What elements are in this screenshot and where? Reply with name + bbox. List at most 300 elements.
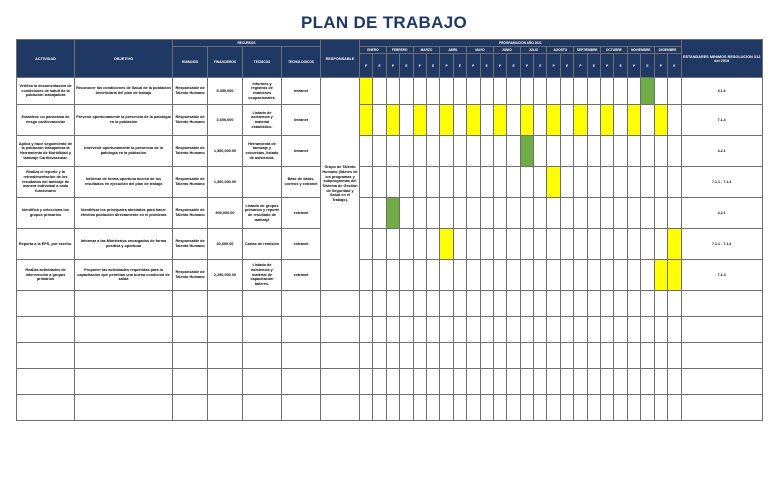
table-row [17,167,763,198]
week-cell [627,136,640,167]
week-cell [534,198,547,229]
week-cell [426,78,439,105]
empty-cell [400,291,413,317]
week-cell [587,167,600,198]
week-cell [601,198,614,229]
empty-cell [386,395,399,421]
empty-cell [173,395,208,421]
empty-cell [681,395,762,421]
tecnicos-cell-text: Listado de grupos primarios y reporte de resultado de tamizaje [244,203,280,222]
table-row [17,260,763,291]
financieros-cell-text: 3.600,000 [216,117,234,122]
empty-cell [173,291,208,317]
tecnologicos-cell [282,136,321,167]
month-header: NOVIEMBRE [627,47,654,54]
week-cell [467,260,480,291]
empty-cell [282,395,321,421]
week-cell [373,167,386,198]
empty-cell [413,395,426,421]
actividad-cell-text: Aplica y hace seguimiento de la población trabajadora la Herramienta de Morbilidad y tamizaje Cardiovascular. [18,141,73,160]
week-header: P [413,54,426,78]
week-cell [668,198,682,229]
empty-cell [654,369,667,395]
week-cell [534,229,547,260]
week-cell [493,198,506,229]
week-cell [413,198,426,229]
week-cell [627,167,640,198]
tecnologicos-cell-text: Base de datos, correos y extranet [284,177,318,186]
empty-cell [520,317,533,343]
financieros-cell [208,260,243,291]
estandares-cell [681,78,762,105]
month-header: JUNIO [493,47,520,54]
empty-cell [614,291,627,317]
empty-cell [654,343,667,369]
financieros-cell [208,167,243,198]
week-header: E [668,54,682,78]
week-cell [360,198,373,229]
week-cell [426,167,439,198]
estandares-cell [681,105,762,136]
estandares-cell-text: 7.1.4 [717,273,726,277]
empty-cell [480,369,493,395]
week-cell [547,229,560,260]
objetivo-cell [75,105,173,136]
week-cell [400,105,413,136]
empty-cell [243,343,282,369]
objetivo-cell [75,167,173,198]
empty-cell [654,291,667,317]
empty-cell [493,369,506,395]
estandares-cell-text: 7.1.4 [717,118,726,122]
week-header: E [480,54,493,78]
empty-cell [426,317,439,343]
actividad-cell-text: Identifica y selecciona los grupos primarios [22,208,69,217]
week-cell [614,260,627,291]
table-row [17,136,763,167]
empty-cell [282,317,321,343]
week-cell [520,198,533,229]
week-cell [480,167,493,198]
actividad-cell [17,198,75,229]
week-cell [493,260,506,291]
empty-cell [453,291,466,317]
work-plan-table [16,39,763,421]
table-row [17,198,763,229]
week-cell [641,167,654,198]
week-header: P [520,54,533,78]
week-header: E [614,54,627,78]
empty-cell [480,291,493,317]
empty-cell [282,369,321,395]
financieros-cell-text: 1,300,000.00 [213,179,237,184]
week-cell [493,229,506,260]
empty-cell [520,291,533,317]
empty-cell [627,317,640,343]
header-estandares: ESTANDARES MINIMOS RESOLUCION 312 del 2019 [681,40,762,78]
week-cell [654,136,667,167]
empty-cell [601,395,614,421]
planned-week-cell [467,105,480,136]
empty-cell [208,369,243,395]
month-header: MAYO [467,47,494,54]
week-cell [641,229,654,260]
tecnicos-cell [243,260,282,291]
week-cell [507,260,520,291]
planned-week-cell [547,167,560,198]
empty-cell [627,291,640,317]
empty-cell [681,317,762,343]
empty-cell [627,369,640,395]
empty-cell [560,291,573,317]
tecnologicos-cell [282,167,321,198]
empty-cell [426,343,439,369]
empty-cell [75,369,173,395]
tecnicos-cell [243,105,282,136]
empty-cell [208,343,243,369]
week-cell [467,78,480,105]
week-cell [654,229,667,260]
empty-cell [400,317,413,343]
financieros-cell-text: 1,300,000.00 [213,148,237,153]
planned-week-cell [360,105,373,136]
empty-cell [654,395,667,421]
empty-cell [75,395,173,421]
humanos-cell-text: Responsable de Talento Humano [175,239,205,248]
empty-cell [321,317,360,343]
empty-cell [601,291,614,317]
empty-row [17,395,763,421]
empty-cell [574,395,587,421]
humanos-cell-text: Responsable de Talento Humano [175,208,205,217]
week-cell [668,167,682,198]
empty-cell [614,395,627,421]
week-cell [520,78,533,105]
week-cell [547,136,560,167]
humanos-cell [173,229,208,260]
week-cell [507,78,520,105]
week-header: E [400,54,413,78]
week-cell [480,105,493,136]
week-cell [467,229,480,260]
actividad-cell [17,105,75,136]
empty-cell [360,369,373,395]
week-cell [453,229,466,260]
week-cell [641,136,654,167]
humanos-cell [173,198,208,229]
actividad-cell-text: Realiza actividades de intervención a grupos primarios [25,267,66,282]
empty-cell [601,369,614,395]
tecnicos-cell [243,229,282,260]
week-cell [426,105,439,136]
empty-cell [480,317,493,343]
empty-cell [360,343,373,369]
empty-cell [453,317,466,343]
objetivo-cell [75,78,173,105]
empty-cell [17,343,75,369]
week-cell [574,229,587,260]
week-cell [547,198,560,229]
week-cell [360,167,373,198]
empty-cell [534,317,547,343]
estandares-cell-text: 7.1.1 - 7.1.4 [712,242,732,246]
empty-cell [373,395,386,421]
week-cell [587,198,600,229]
objetivo-cell-text: Informar de forma oportuna acerca de los resultados en ejecución del plan de trabajo [84,177,163,186]
week-cell [574,136,587,167]
week-cell [360,260,373,291]
week-cell [373,229,386,260]
month-header: FEBRERO [386,47,413,54]
week-cell [386,136,399,167]
empty-cell [386,369,399,395]
empty-cell [641,291,654,317]
empty-cell [587,343,600,369]
tecnologicos-cell-text: extranet [293,210,309,215]
week-cell [507,167,520,198]
week-header: P [386,54,399,78]
empty-cell [373,291,386,317]
planned-week-cell [547,105,560,136]
week-header: P [493,54,506,78]
tecnicos-cell-text: Cartas de remisión [244,241,280,246]
humanos-cell-text: Responsable de Talento Humano [175,177,205,186]
week-cell [534,136,547,167]
empty-cell [560,395,573,421]
estandares-cell-text: 3.1.6 [717,89,726,93]
empty-cell [440,291,453,317]
week-header: E [587,54,600,78]
week-cell [601,167,614,198]
planned-week-cell [654,105,667,136]
week-cell [453,167,466,198]
humanos-cell [173,136,208,167]
week-cell [587,260,600,291]
executed-week-cell [641,78,654,105]
week-cell [373,198,386,229]
actividad-cell-text: Reporta a la EPS, por escrito. [18,241,73,246]
week-cell [480,229,493,260]
tecnologicos-cell-text: extranet [293,272,309,277]
week-cell [560,229,573,260]
empty-cell [547,317,560,343]
week-cell [668,78,682,105]
week-cell [627,260,640,291]
week-header: P [654,54,667,78]
empty-cell [681,343,762,369]
table-row [17,229,763,260]
week-cell [614,198,627,229]
humanos-cell-text: Responsable de Talento Humano [175,146,205,155]
week-cell [587,136,600,167]
week-header: P [574,54,587,78]
tecnologicos-cell [282,198,321,229]
empty-cell [467,395,480,421]
week-cell [480,78,493,105]
empty-cell [507,317,520,343]
week-cell [440,198,453,229]
actividad-cell [17,78,75,105]
week-cell [560,260,573,291]
empty-cell [400,369,413,395]
empty-cell [507,369,520,395]
week-cell [641,105,654,136]
empty-cell [360,291,373,317]
empty-cell [467,343,480,369]
empty-cell [17,395,75,421]
empty-cell [243,395,282,421]
week-cell [587,105,600,136]
week-cell [507,105,520,136]
empty-cell [282,343,321,369]
week-cell [413,167,426,198]
week-cell [574,78,587,105]
empty-cell [668,317,682,343]
responsable-cell-text: Grupo de Talento Humano (lideres de los programas y subprogramas del Sistema de Gestión de Seguridad y Salud en el Trabajo). [322,165,358,203]
actividad-cell [17,229,75,260]
week-cell [560,78,573,105]
planned-week-cell [668,229,682,260]
empty-cell [75,317,173,343]
week-cell [520,260,533,291]
page-title: PLAN DE TRABAJO [300,13,467,32]
planned-week-cell [493,105,506,136]
objetivo-cell [75,260,173,291]
empty-cell [453,395,466,421]
empty-cell [373,317,386,343]
planned-week-cell [654,260,667,291]
week-cell [480,136,493,167]
tecnologicos-cell [282,105,321,136]
week-cell [386,167,399,198]
empty-cell [534,395,547,421]
actividad-cell [17,136,75,167]
empty-cell [17,291,75,317]
empty-cell [560,343,573,369]
empty-cell [681,369,762,395]
week-cell [547,78,560,105]
empty-cell [574,369,587,395]
actividad-cell-text: Realiza el reporte y la retroalimentación de los resultados del tamizaje de manera individual a cada funcionario [21,170,70,194]
planned-week-cell [440,229,453,260]
header-financieros: FINANCIEROS [208,47,243,78]
week-cell [507,229,520,260]
empty-cell [587,369,600,395]
week-cell [534,78,547,105]
month-header: OCTUBRE [601,47,628,54]
week-cell [614,136,627,167]
empty-cell [467,369,480,395]
actividad-cell-text: Verifica la documentación de condiciones de salud de la población trabajadora [19,83,72,98]
week-cell [373,105,386,136]
actividad-cell [17,260,75,291]
executed-week-cell [520,136,533,167]
empty-cell [547,343,560,369]
header-programacion: PROGRAMACION AÑO 2021 [360,40,682,47]
week-cell [601,260,614,291]
actividad-cell [17,167,75,198]
header-humanos: HUMANOS [173,47,208,78]
week-cell [453,260,466,291]
month-header: JULIO [520,47,547,54]
empty-cell [208,317,243,343]
month-header: AGOSTO [547,47,574,54]
empty-cell [453,343,466,369]
objetivo-cell [75,136,173,167]
financieros-cell-text: 5.350,000 [216,88,234,93]
humanos-cell-text: Responsable de Talento Humano [175,86,205,95]
empty-cell [173,317,208,343]
week-header: E [534,54,547,78]
week-cell [574,260,587,291]
empty-cell [507,395,520,421]
objetivo-cell-text: Intervenir oportunamente la presencia de la patología en la población [84,146,163,155]
week-cell [520,229,533,260]
empty-cell [547,291,560,317]
month-header: ENERO [360,47,387,54]
empty-cell [601,343,614,369]
week-cell [480,198,493,229]
tecnologicos-cell-text: Intranet [294,117,308,122]
week-cell [400,167,413,198]
objetivo-cell-text: Informar a las Ministerios encargados de forma positiva y oportuna [80,239,167,248]
planned-week-cell [440,105,453,136]
week-cell [453,198,466,229]
empty-cell [321,343,360,369]
week-header: P [601,54,614,78]
week-cell [386,78,399,105]
executed-week-cell [386,198,399,229]
empty-cell [360,395,373,421]
week-cell [453,105,466,136]
empty-cell [641,395,654,421]
empty-cell [360,317,373,343]
empty-cell [668,291,682,317]
week-header: E [560,54,573,78]
week-cell [614,167,627,198]
tecnologicos-cell [282,229,321,260]
estandares-cell [681,229,762,260]
week-cell [534,105,547,136]
empty-cell [480,343,493,369]
week-cell [440,136,453,167]
objetivo-cell [75,229,173,260]
empty-cell [426,395,439,421]
empty-cell [654,317,667,343]
week-cell [574,198,587,229]
week-cell [413,260,426,291]
empty-cell [614,369,627,395]
empty-cell [641,369,654,395]
planned-week-cell [627,105,640,136]
week-cell [400,229,413,260]
empty-cell [493,343,506,369]
objetivo-cell-text: Prevenir oportunamente la presencia de la patología en la población [76,115,171,124]
week-cell [560,105,573,136]
empty-cell [386,343,399,369]
empty-cell [587,317,600,343]
humanos-cell [173,260,208,291]
empty-cell [208,395,243,421]
empty-cell [75,343,173,369]
empty-cell [208,291,243,317]
empty-cell [574,291,587,317]
week-cell [601,136,614,167]
week-cell [400,136,413,167]
empty-cell [440,343,453,369]
tecnicos-cell [243,198,282,229]
week-cell [386,229,399,260]
